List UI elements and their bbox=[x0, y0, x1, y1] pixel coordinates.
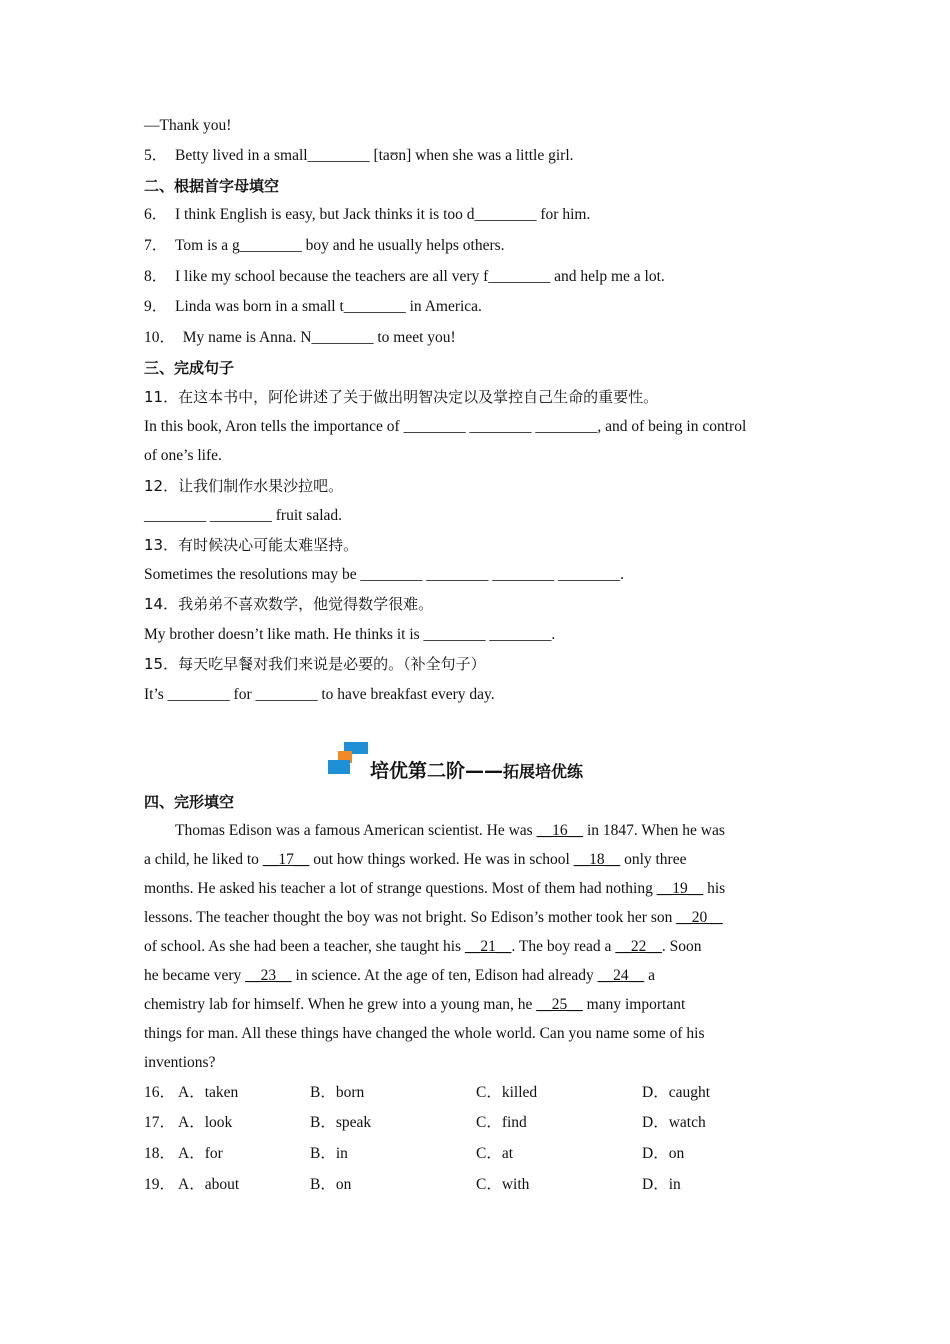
blank-20: ＿20＿ bbox=[676, 909, 723, 926]
question-6: 6． I think English is easy, but Jack thinks it is too d________ for him. bbox=[144, 206, 591, 223]
question-11-english: In this book, Aron tells the importance of ________ ________ ________, and of being in control bbox=[144, 418, 747, 435]
blank-18: ＿18＿ bbox=[573, 851, 621, 868]
option-d: D．watch bbox=[642, 1114, 706, 1131]
question-15-english: It’s ________ for ________ to have breakfast every day. bbox=[144, 686, 495, 703]
option-b: B．in bbox=[310, 1145, 348, 1162]
option-a: A．look bbox=[178, 1114, 233, 1131]
option-c: C．find bbox=[476, 1114, 527, 1131]
passage-text: out how things worked. He was in school bbox=[309, 851, 574, 868]
option-b: B．born bbox=[310, 1084, 365, 1101]
option-d: D．on bbox=[642, 1145, 685, 1162]
blank-21: ＿21＿ bbox=[464, 938, 512, 955]
question-13-chinese: 13．有时候决心可能太难坚持。 bbox=[144, 536, 359, 554]
blank-17: ＿17＿ bbox=[262, 851, 310, 868]
banner-title bbox=[370, 756, 583, 783]
question-13-english: Sometimes the resolutions may be ________ ________ ________ ________. bbox=[144, 566, 625, 583]
section-heading-2: 二、根据首字母填空 bbox=[144, 177, 280, 195]
passage-text: a bbox=[644, 967, 655, 984]
banner-dash: —— bbox=[465, 760, 504, 782]
banner-logo-icon bbox=[326, 742, 370, 778]
passage-line-1 bbox=[144, 821, 725, 841]
question-5: 5． Betty lived in a small________ [taʊn] when she was a little girl. bbox=[144, 147, 574, 164]
option-number: 17． bbox=[144, 1114, 176, 1131]
passage-line-8: things for man. All these things have changed the whole world. Can you name some of his bbox=[144, 1025, 705, 1042]
question-11-chinese: 11．在这本书中，阿伦讲述了关于做出明智决定以及掌控自己生命的重要性。 bbox=[144, 388, 659, 406]
option-a: A．about bbox=[178, 1176, 240, 1193]
question-12-chinese: 12．让我们制作水果沙拉吧。 bbox=[144, 477, 344, 495]
passage-text: in 1847. When he was bbox=[583, 822, 725, 839]
passage-text: only three bbox=[620, 851, 687, 868]
passage-text: Thomas Edison was a famous American scientist. He was bbox=[144, 822, 537, 839]
option-c: C．at bbox=[476, 1145, 514, 1162]
passage-line-3 bbox=[144, 879, 725, 899]
option-a: A．for bbox=[178, 1145, 223, 1162]
question-9: 9． Linda was born in a small t________ in America. bbox=[144, 298, 482, 315]
option-number: 16． bbox=[144, 1084, 176, 1101]
passage-text: he became very bbox=[144, 967, 246, 984]
blank-19: ＿19＿ bbox=[656, 880, 704, 897]
question-8: 8． I like my school because the teachers are all very f________ and help me a lot. bbox=[144, 268, 665, 285]
question-15-chinese: 15．每天吃早餐对我们来说是必要的。（补全句子） bbox=[144, 655, 486, 673]
passage-text: . Soon bbox=[661, 938, 702, 955]
passage-text: months. He asked his teacher a lot of strange questions. Most of them had nothing bbox=[144, 880, 657, 897]
question-14-chinese: 14．我弟弟不喜欢数学，他觉得数学很难。 bbox=[144, 595, 434, 613]
text-line: —Thank you! bbox=[144, 117, 232, 134]
question-12-english: ________ ________ fruit salad. bbox=[144, 507, 343, 524]
question-10: 10． My name is Anna. N________ to meet you! bbox=[144, 329, 456, 346]
option-c: C．killed bbox=[476, 1084, 538, 1101]
option-d: D．caught bbox=[642, 1084, 711, 1101]
passage-text: a child, he liked to bbox=[144, 851, 263, 868]
option-number: 19． bbox=[144, 1176, 176, 1193]
passage-line-9: inventions? bbox=[144, 1054, 216, 1071]
passage-text: many important bbox=[582, 996, 686, 1013]
passage-text: chemistry lab for himself. When he grew into a young man, he bbox=[144, 996, 537, 1013]
passage-text: of school. As she had been a teacher, she taught his bbox=[144, 938, 465, 955]
section-heading-3: 三、完成句子 bbox=[144, 359, 235, 377]
option-b: B．speak bbox=[310, 1114, 372, 1131]
passage-line-6 bbox=[144, 966, 655, 986]
option-b: B．on bbox=[310, 1176, 352, 1193]
section-heading-4: 四、完形填空 bbox=[144, 793, 235, 811]
passage-text: in science. At the age of ten, Edison had already bbox=[291, 967, 598, 984]
passage-line-5 bbox=[144, 937, 701, 957]
passage-line-7 bbox=[144, 995, 685, 1015]
question-11-english-cont: of one’s life. bbox=[144, 447, 222, 464]
option-d: D．in bbox=[642, 1176, 681, 1193]
blank-16: ＿16＿ bbox=[536, 822, 584, 839]
passage-line-2 bbox=[144, 850, 686, 870]
blank-25: ＿25＿ bbox=[536, 996, 583, 1013]
question-7: 7． Tom is a g________ boy and he usually helps others. bbox=[144, 237, 505, 254]
blank-24: ＿24＿ bbox=[597, 967, 645, 984]
passage-line-4 bbox=[144, 908, 723, 928]
option-a: A．taken bbox=[178, 1084, 239, 1101]
passage-text: . The boy read a bbox=[511, 938, 616, 955]
option-c: C．with bbox=[476, 1176, 530, 1193]
question-14-english: My brother doesn’t like math. He thinks it is ________ ________. bbox=[144, 626, 556, 643]
passage-text: lessons. The teacher thought the boy was not bright. So Edison’s mother took her son bbox=[144, 909, 677, 926]
banner-title-main: 培优第二阶 bbox=[370, 760, 466, 782]
blank-22: ＿22＿ bbox=[615, 938, 662, 955]
banner-subtitle: 拓展培优练 bbox=[503, 762, 584, 781]
passage-text: his bbox=[703, 880, 726, 897]
option-number: 18． bbox=[144, 1145, 176, 1162]
blank-23: ＿23＿ bbox=[245, 967, 292, 984]
